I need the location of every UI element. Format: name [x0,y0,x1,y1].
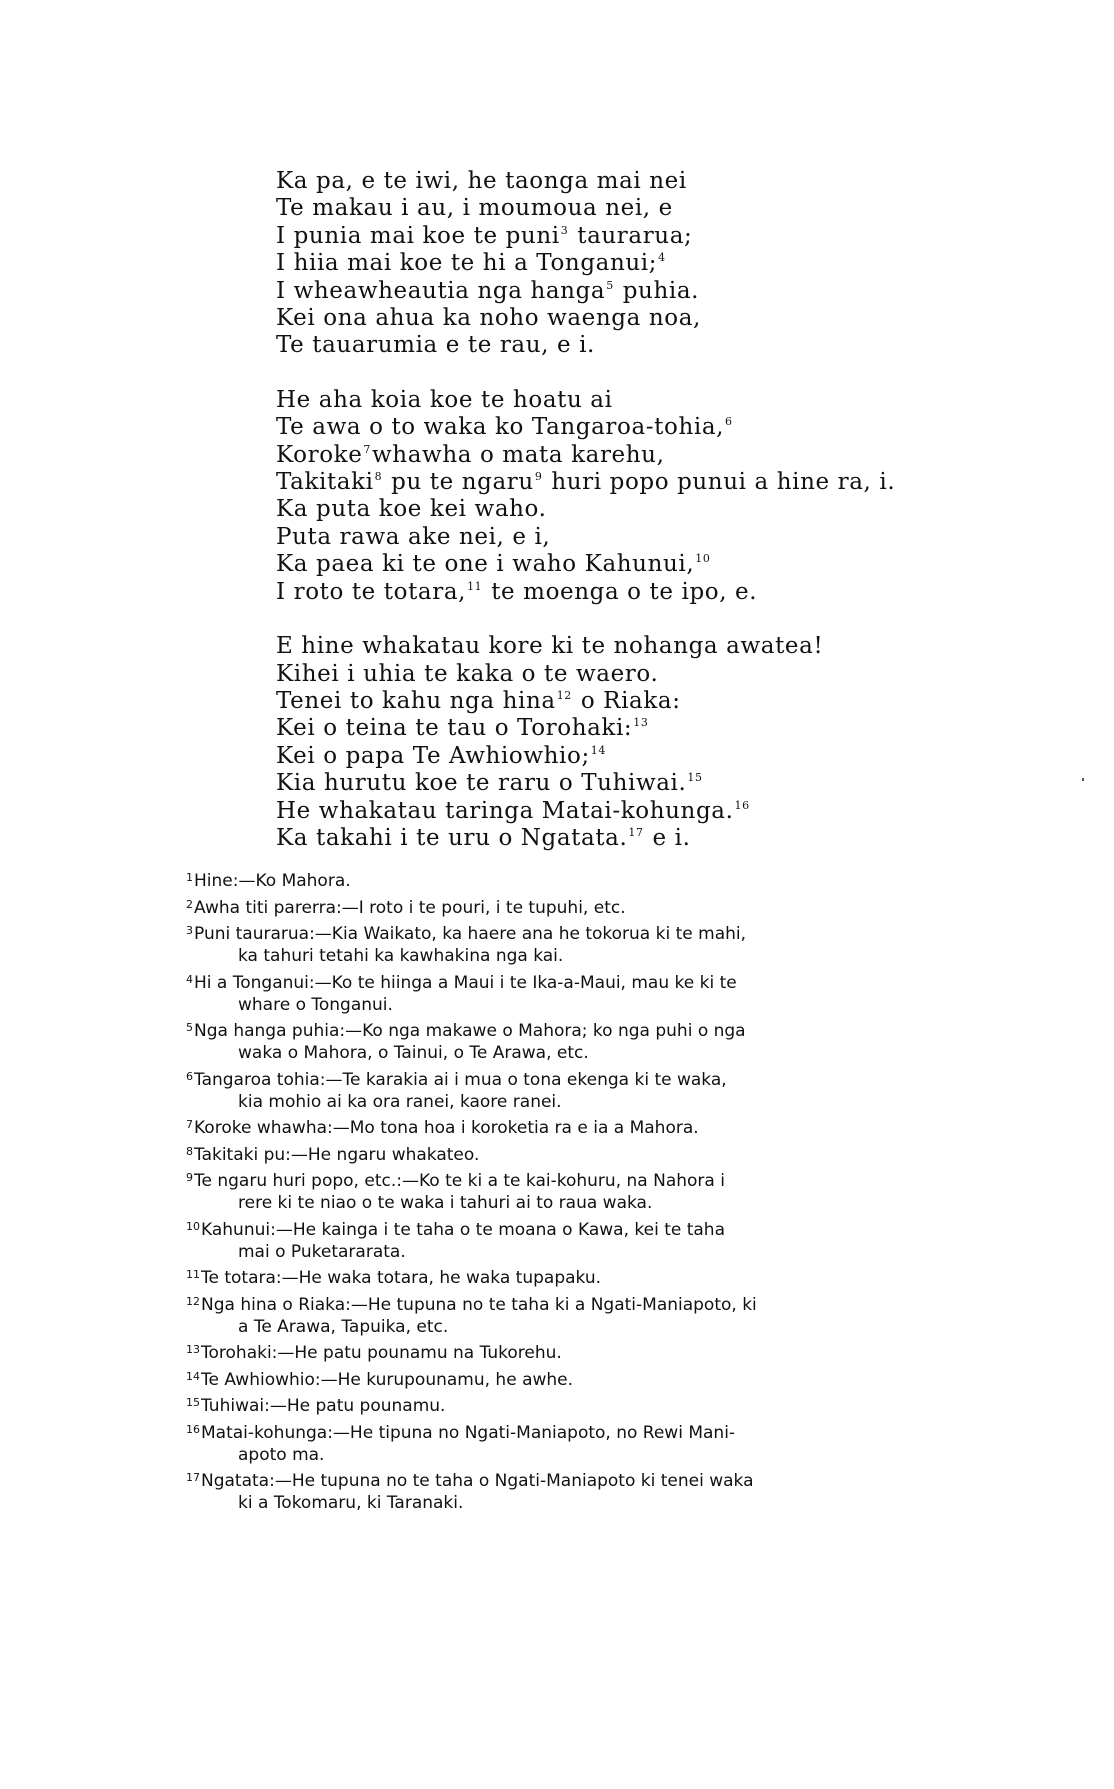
footnote-text: Te ngaru huri popo, etc.:—Ko te ki a te kai-kohuru, na Nahora i [194,1171,725,1191]
footnote-text: Hine:—Ko Mahora. [194,871,351,891]
footnote-text: ka tahuri tetahi ka kawhakina nga kai. [238,946,564,966]
footnote-text: ki a Tokomaru, ki Taranaki. [238,1493,464,1513]
footnote [186,1395,986,1417]
footnote-text: Nga hanga puhia:—Ko nga makawe o Mahora; ko nga puhi o nga [194,1021,746,1041]
footnote-text: rere ki te niao o te waka i tahuri ai to raua waka. [238,1193,653,1213]
footnote-text: Koroke whawha:—Mo tona hoa i koroketia ra e ia a Mahora. [194,1118,699,1138]
poem-line: Kei o teina te tau o Torohaki:$^{13}$ [276,715,649,742]
footnote-marker: 5 [606,278,614,292]
footnote-number: 1 [186,871,193,884]
footnotes [186,870,986,1519]
footnote [186,1342,986,1364]
footnote-number: 13 [186,1343,200,1356]
stanza-3 [276,633,1076,852]
footnote-text: Te totara:—He waka totara, he waka tupapaku. [201,1268,602,1288]
footnote [186,1267,986,1289]
footnote-text: Te Awhiowhio:—He kurupounamu, he awhe. [201,1369,574,1390]
footnote-text: apoto ma. [238,1444,325,1465]
footnote-marker: 14 [590,743,606,757]
poem-line: He aha koia koe te hoatu ai [276,386,613,413]
footnote-text: Tangaroa tohia:—Te karakia ai i mua o tona ekenga ki te waka, [194,1069,727,1090]
poem-line: Te awa o to waka ko Tangaroa-tohia,$^6$ [276,414,733,441]
footnote-number: 9 [186,1171,193,1184]
poem-line: Ka pa, e te iwi, he taonga mai nei [276,168,687,194]
footnote [186,897,986,919]
footnote [186,870,986,892]
footnote-text: Torohaki:—He patu pounamu na Tukorehu. [201,1343,562,1363]
footnote-text: kia mohio ai ka ora ranei, kaore ranei. [238,1091,562,1112]
poem-line: I wheawheautia nga hanga$^5$ puhia. [276,277,700,304]
poem-line: Koroke$^7$whawha o mata karehu, [276,441,665,468]
footnote-marker: 7 [363,442,372,456]
footnote-number: 14 [186,1369,200,1383]
footnote-marker: 10 [695,552,711,566]
footnote-text: Matai-kohunga:—He tipuna no Ngati-Maniapoto, no Rewi Mani- [201,1422,736,1443]
footnote-number: 17 [186,1471,200,1484]
poem-line: Kei ona ahua ka noho waenga noa, [276,305,701,332]
footnote-text: a Te Arawa, Tapuika, etc. [238,1316,449,1337]
footnote-text: waka o Mahora, o Tainui, o Te Arawa, etc. [238,1043,589,1063]
poem-line: Ka puta koe kei waho. [276,496,547,523]
footnote [186,1470,986,1514]
footnote [186,1144,986,1166]
poem-line: E hine whakatau kore ki te nohanga awatea! [276,633,824,660]
poem-line: Puta rawa ake nei, e i, [276,523,551,550]
footnote [186,923,986,967]
poem-line: I punia mai koe te puni$^3$ taurarua; [276,222,693,249]
poem-line: Ka takahi i te uru o Ngatata.$^{17}$ e i. [276,824,691,851]
footnote-number: 8 [186,1144,193,1158]
footnote-marker: 9 [534,470,543,484]
poem-line: Te makau i au, i moumoua nei, e [276,195,673,222]
poem-line: I roto te totara,$^{11}$ te moenga o te ipo, e. [276,578,758,605]
footnote-marker: 13 [633,716,649,730]
poem-line: Te tauarumia e te rau, e i. [276,332,595,359]
footnote [186,1294,986,1338]
footnote-number: 2 [186,897,193,911]
footnote-text: mai o Puketararata. [238,1241,406,1262]
footnote-text: Ngatata:—He tupuna no te taha o Ngati-Maniapoto ki tenei waka [201,1471,754,1491]
poem-line: Kihei i uhia te kaka o te waero. [276,660,659,687]
poem-line: Tenei to kahu nga hina$^{12}$ o Riaka: [276,687,681,714]
footnote-marker: 3 [560,223,569,237]
footnote-number: 7 [186,1118,193,1131]
footnote [186,1422,986,1466]
footnote [186,972,986,1016]
footnote-text: Awha titi parerra:—I roto i te pouri, i te tupuhi, etc. [194,897,626,918]
footnote-marker: 16 [734,798,750,812]
footnote-number: 16 [186,1422,200,1436]
footnote [186,1069,986,1113]
footnote-text: Hi a Tonganui:—Ko te hiinga a Maui i te Ika-a-Maui, mau ke ki te [194,972,737,993]
footnote-marker: 8 [374,470,383,484]
footnote-marker: 6 [725,415,733,429]
footnote-marker: 4 [658,251,666,265]
footnote-text: whare o Tonganui. [238,994,393,1015]
footnote-number: 4 [186,972,193,986]
footnote-marker: 17 [628,825,644,839]
footnote-text: Kahunui:—He kainga i te taha o te moana o Kawa, kei te taha [201,1219,726,1240]
footnote [186,1219,986,1263]
footnote-number: 3 [186,924,193,937]
stanza-1 [276,168,1076,360]
stanza-2 [276,387,1076,606]
footnote-text: Nga hina o Riaka:—He tupuna no te taha ki a Ngati-Maniapoto, ki [201,1294,757,1315]
footnote-marker: 12 [556,688,572,702]
footnote [186,1170,986,1214]
footnote-text: Takitaki pu:—He ngaru whakateo. [194,1144,480,1165]
footnote-marker: 15 [687,771,703,785]
footnote-number: 15 [186,1396,200,1409]
poem-line: Takitaki$^8$ pu te ngaru$^9$ huri popo punui a hine ra, i. [276,469,896,496]
footnote-text: Puni taurarua:—Kia Waikato, ka haere ana he tokorua ki te mahi, [194,924,747,944]
footnote-number: 11 [186,1268,200,1281]
poem-line: Ka paea ki te one i waho Kahunui,$^{10}$ [276,551,711,578]
footnote-number: 6 [186,1069,193,1083]
poem-line: Kei o papa Te Awhiowhio;$^{14}$ [276,742,606,769]
waiata-text [276,168,1076,879]
footnote-marker: 11 [467,579,483,593]
footnote [186,1020,986,1064]
scan-speck [1082,778,1084,781]
footnote-text: Tuhiwai:—He patu pounamu. [201,1396,446,1416]
poem-line: Kia hurutu koe te raru o Tuhiwai.$^{15}$ [276,770,703,797]
footnote [186,1117,986,1139]
poem-line: I hiia mai koe te hi a Tonganui;$^4$ [276,250,666,277]
footnote-number: 12 [186,1294,200,1308]
footnote [186,1369,986,1391]
footnote-number: 10 [186,1219,200,1233]
footnote-number: 5 [186,1021,193,1034]
poem-line: He whakatau taringa Matai-kohunga.$^{16}$ [276,797,750,824]
